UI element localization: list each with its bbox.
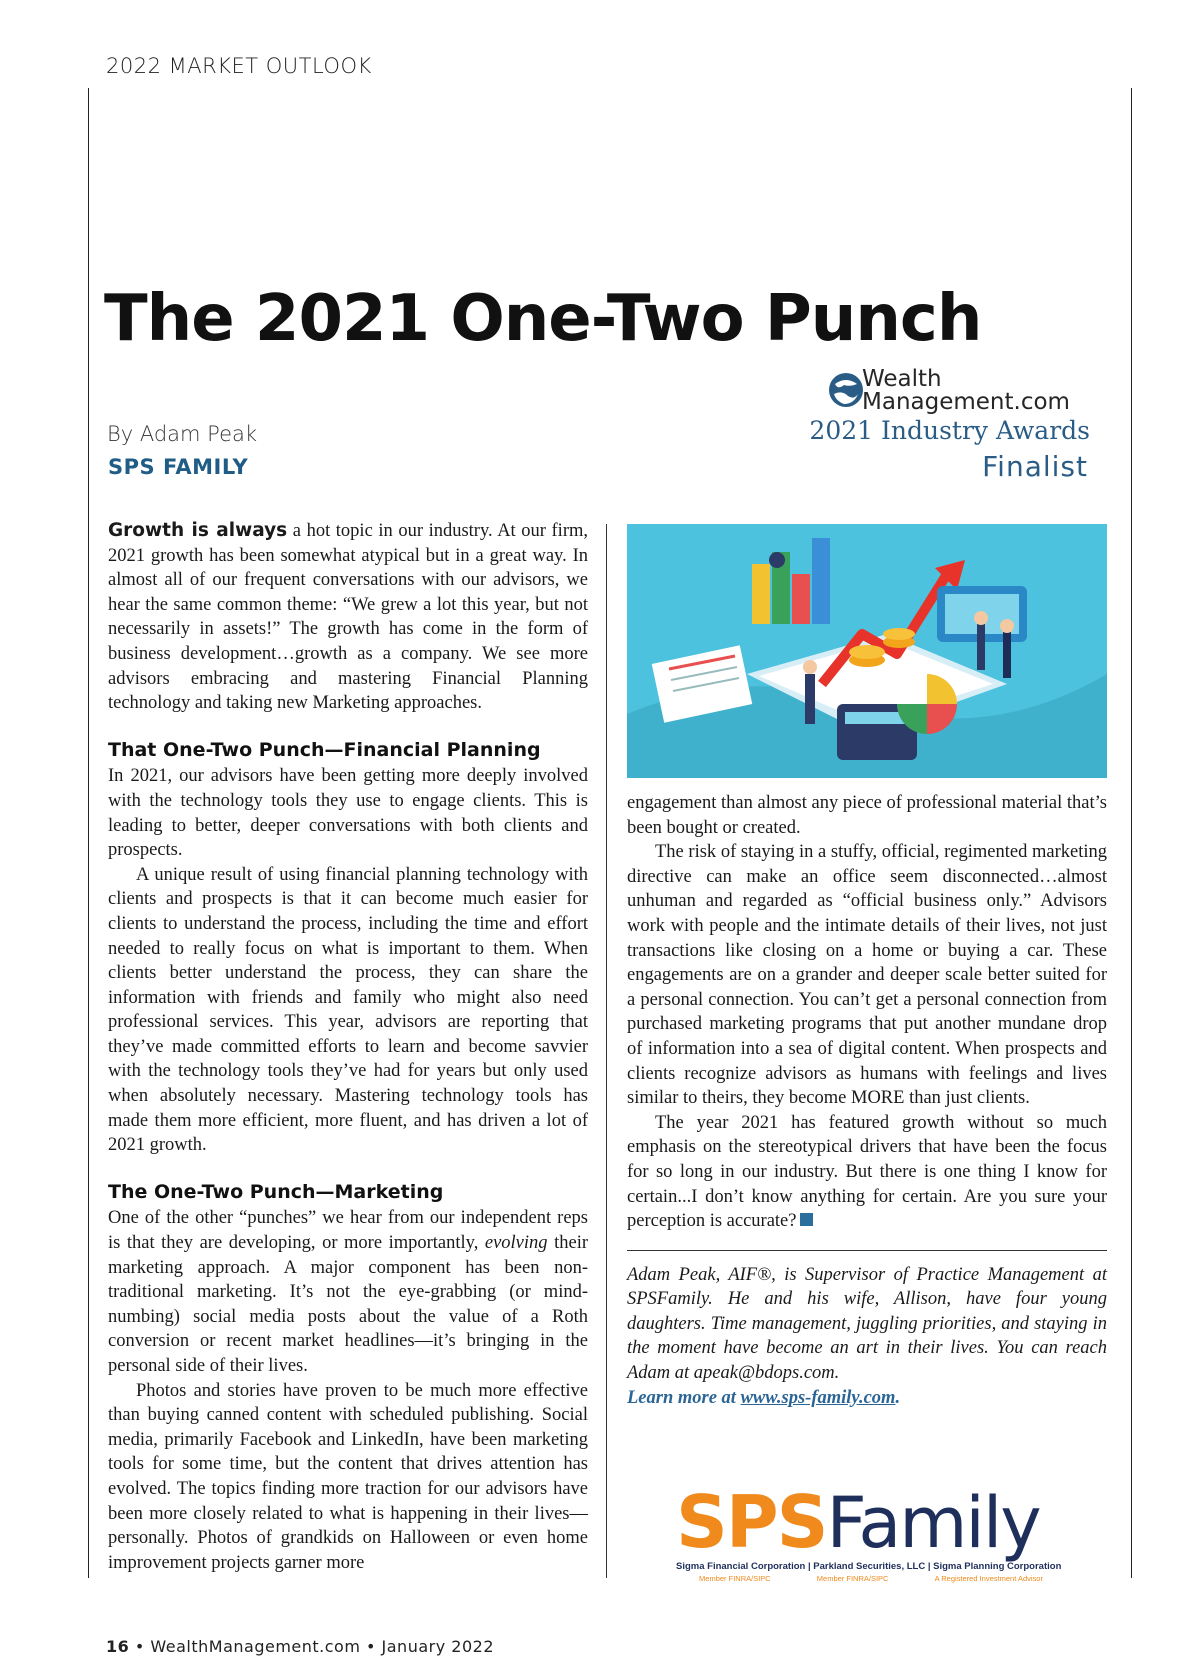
emphasis: evolving — [484, 1233, 548, 1254]
end-mark-icon — [800, 1213, 813, 1226]
award-brand-line2: Management.com — [862, 389, 1070, 415]
intro-text: a hot topic in our industry. At our firm, 2021 growth has been somewhat atypical but in a great way. In almost all of our frequent conversations with our advisors, we hear the same common theme: “We grew a lot this year, but not necessarily in assets!” The growth has come in the form of business development…growth as a company. We see more advisors embracing and mastering Financial Planning technology and taking new Marketing approaches. — [108, 521, 589, 714]
sps-wordmark-sps: SPS — [676, 1480, 827, 1564]
right-column — [627, 791, 1107, 1410]
column-divider — [606, 524, 607, 1578]
lead-in: Growth is always — [108, 520, 288, 541]
award-badge — [800, 368, 1090, 486]
sps-memberships — [676, 1574, 1066, 1583]
paragraph: engagement than almost any piece of professional material that’s been bought or created. — [627, 793, 1107, 838]
learn-more-prefix: Learn more at — [627, 1387, 741, 1408]
website-link[interactable]: www.sps-family.com — [740, 1387, 896, 1408]
intro-paragraph — [108, 519, 588, 716]
running-head: 2022 MARKET OUTLOOK — [106, 54, 372, 78]
right-rule — [1131, 88, 1132, 1578]
learn-more — [627, 1386, 1107, 1411]
award-status: Finalist — [982, 450, 1088, 483]
author-bio: Adam Peak, AIF®, is Supervisor of Practice Management at SPSFamily. He and his wife, Allison, have four young daughters. Time management, juggling priorities, and staying in the moment have become an art in their lives. You can reach Adam at apeak@bdops.com. — [627, 1264, 1107, 1384]
publication-name: WealthManagement.com — [150, 1637, 361, 1656]
membership-1: Member FINRA/SIPC — [699, 1574, 771, 1583]
page-number: 16 — [106, 1637, 130, 1656]
globe-icon — [826, 370, 866, 410]
issue-date: January 2022 — [381, 1637, 494, 1656]
left-rule — [88, 88, 89, 1578]
finance-illustration — [627, 524, 1107, 778]
text-span: One of the other “punches” we hear from our independent reps is that they are developing, or more importantly, — [108, 1208, 588, 1254]
page-footer: 16 • WealthManagement.com • January 2022 — [106, 1637, 494, 1656]
award-brand-line1: Wealth — [862, 366, 942, 392]
article-title: The 2021 One-Two Punch — [104, 282, 982, 356]
section-heading-financial-planning: That One-Two Punch—Financial Planning — [108, 738, 541, 761]
section-heading-marketing: The One-Two Punch—Marketing — [108, 1180, 444, 1203]
paragraph — [108, 1206, 588, 1378]
paragraph: Photos and stories have proven to be much more effective than buying canned content with scheduled publishing. Social media, primarily Facebook and LinkedIn, have been marketing tools for some time, but the content that drives attention has evolved. The topics finding more traction for our advisors have been more closely related to what is happening in their lives—personally. Photos of grandkids on Halloween or even home improvement projects garner more — [108, 1380, 588, 1573]
membership-2: Member FINRA/SIPC — [816, 1574, 889, 1583]
paragraph: The risk of staying in a stuffy, official, regimented marketing directive can make an office seem disconnected…almost unhuman and regarded as “official business only.” Advisors work with people and the intimate details of their lives, not just transactions like closing on a home or buying a car. These engagements are on a grander and deeper scale better suited for a personal connection. You can’t get a personal connection from purchased marketing programs that put another mundane drop of information into a sea of digital content. When prospects and clients recognize advisors as humans with feelings and lives similar to theirs, they become MORE than just clients. — [627, 842, 1107, 1109]
paragraph: In 2021, our advisors have been getting more deeply involved with the technology tools they use to engage clients. This is leading to better, deeper conversations with both clients and prospects. — [108, 766, 588, 861]
sps-wordmark-family: Family — [826, 1482, 1040, 1564]
text-span: The year 2021 has featured growth without so much emphasis on the stereotypical drivers that have been the focus for so long in our industry. But there is one thing I know for certain...I don’t know anything for certain. Are you sure your perception is accurate? — [627, 1112, 1107, 1232]
award-brand — [862, 368, 1070, 414]
byline: By Adam Peak — [107, 422, 258, 446]
text-span: their marketing approach. A major component has been non-traditional marketing. It’s not the eye-grabbing (or mind-numbing) social media posts about the value of a Roth conversion or recent market headlines—it’s bringing in the personal side of their lives. — [108, 1233, 588, 1376]
author-organization: SPS FAMILY — [108, 455, 249, 479]
paragraph: A unique result of using financial planning technology with clients and prospects is that it can become much easier for clients to understand the process, including the time and effort needed to really focus on what is important to them. When clients better understand the process, they can share the information with friends and family who might also need professional services. This year, advisors are reporting that they’ve made committed efforts to learn and become savvier with the technology tools they’ve had for years but only used when absolutely necessary. Mastering technology tools has made them more efficient, more fluent, and has driven a lot of 2021 growth. — [108, 864, 588, 1156]
bio-divider — [627, 1250, 1107, 1251]
learn-more-suffix: . — [895, 1387, 901, 1408]
paragraph — [627, 1111, 1107, 1234]
award-title: 2021 Industry Awards — [809, 416, 1090, 445]
sps-family-logo — [672, 1480, 1072, 1583]
left-column — [108, 519, 588, 1575]
sps-companies: Sigma Financial Corporation | Parkland Securities, LLC | Sigma Planning Corporation — [676, 1561, 1062, 1572]
membership-3: A Registered Investment Advisor — [934, 1574, 1043, 1583]
